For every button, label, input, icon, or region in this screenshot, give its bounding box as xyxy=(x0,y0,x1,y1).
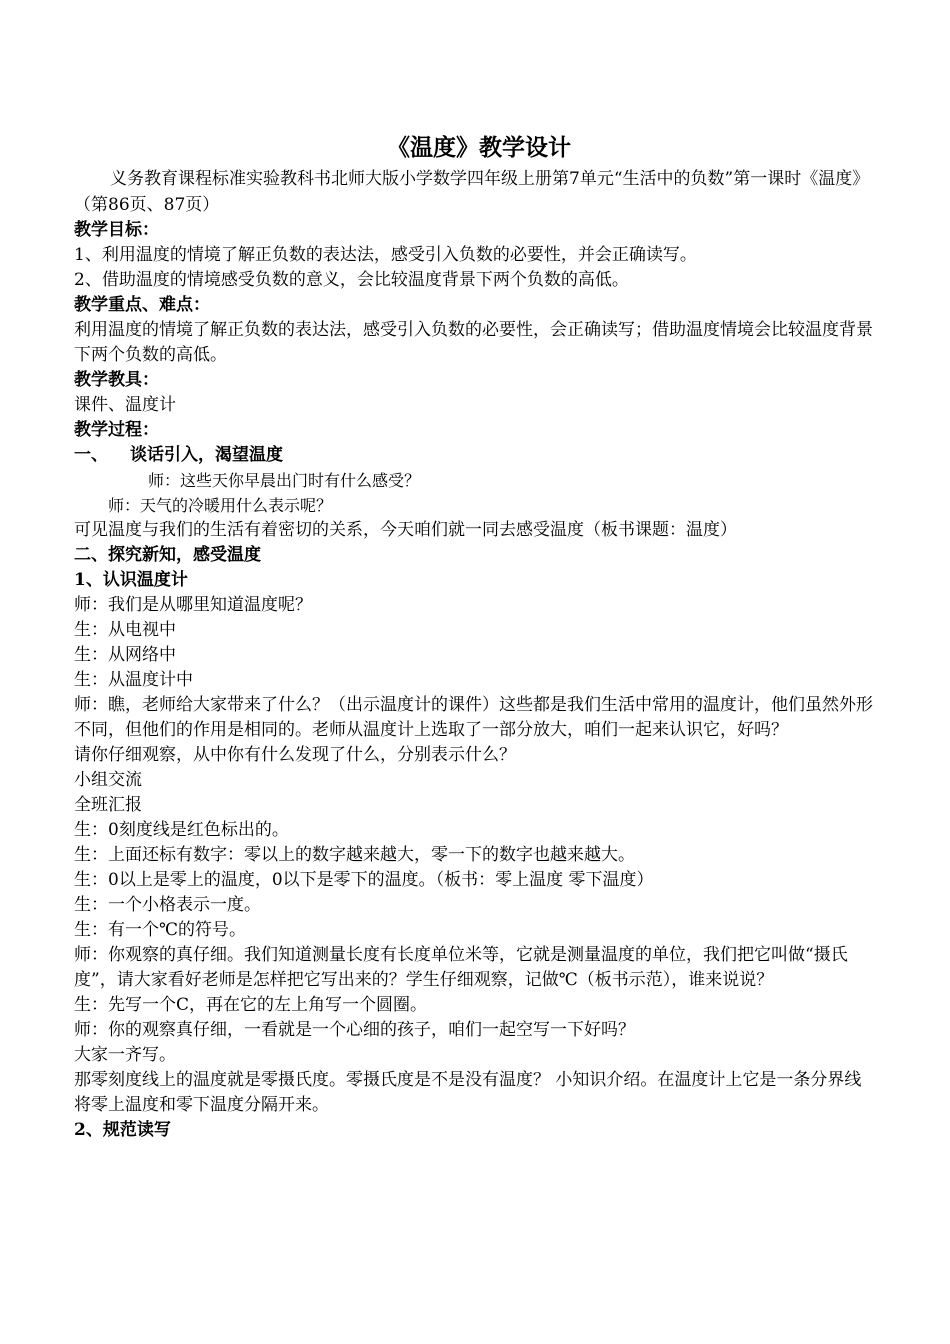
dialogue-line: 师：你的观察真仔细，一看就是一个心细的孩子，咱们一起空写一下好吗？ xyxy=(74,1020,635,1040)
dialogue-line: 生：从温度计中 xyxy=(74,670,193,690)
key-points-heading: 教学重点、难点： xyxy=(74,295,210,315)
dialogue-line: 生：0以上是零上的温度，0以下是零下的温度。（板书：零上温度 零下温度） xyxy=(74,870,654,890)
dialogue-line: 师：你观察的真仔细。我们知道测量长度有长度单位米等，它就是测量温度的单位，我们把它叫做“摄氏度”，请大家看好老师是怎样把它写出来的？学生仔细观察，记做℃（板书示范），谁来说说？ xyxy=(74,945,848,990)
tools-heading: 教学教具： xyxy=(74,370,159,390)
teacher-question: 师：这些天你早晨出门时有什么感受？ xyxy=(148,471,421,490)
dialogue-line: 大家一齐写。 xyxy=(74,1045,176,1065)
dialogue-line: 师：我们是从哪里知道温度呢？ xyxy=(74,595,312,615)
section-2-heading: 二、探究新知，感受温度 xyxy=(74,545,261,565)
section-1-text: 可见温度与我们的生活有着密切的关系，今天咱们就一同去感受温度（板书课题：温度） xyxy=(74,520,737,540)
dialogue-line: 生：有一个℃的符号。 xyxy=(74,920,247,940)
intro-paragraph: 义务教育课程标准实验教科书北师大版小学数学四年级上册第7单元“生活中的负数”第一课时《温度》（第86页、87页） xyxy=(74,169,870,215)
goals-heading: 教学目标： xyxy=(74,220,159,240)
subsection-2-heading: 2、规范读写 xyxy=(74,1120,171,1140)
goal-item: 1、利用温度的情境了解正负数的表达法，感受引入负数的必要性，并会正确读写。 xyxy=(74,245,697,265)
document-page xyxy=(74,130,874,1143)
dialogue-line: 生：从电视中 xyxy=(74,620,176,640)
teacher-question: 师：天气的冷暖用什么表示呢？ xyxy=(108,496,333,515)
process-heading: 教学过程： xyxy=(74,420,159,440)
dialogue-line: 生：0刻度线是红色标出的。 xyxy=(74,820,289,840)
goal-item: 2、借助温度的情境感受负数的意义，会比较温度背景下两个负数的高低。 xyxy=(74,270,629,290)
dialogue-line: 生：上面还标有数字：零以上的数字越来越大，零一下的数字也越来越大。 xyxy=(74,845,635,865)
dialogue-line: 全班汇报 xyxy=(74,795,142,815)
dialogue-line: 师：瞧，老师给大家带来了什么？（出示温度计的课件）这些都是我们生活中常用的温度计，他们虽然外形不同，但他们的作用是相同的。老师从温度计上选取了一部分放大，咱们一起来认识它，好吗？ xyxy=(74,695,873,740)
key-points-text: 利用温度的情境了解正负数的表达法，感受引入负数的必要性，会正确读写；借助温度情境会比较温度背景下两个负数的高低。 xyxy=(74,320,873,365)
dialogue-line: 那零刻度线上的温度就是零摄氏度。零摄氏度是不是没有温度？ 小知识介绍。在温度计上它是一条分界线将零上温度和零下温度分隔开来。 xyxy=(74,1070,862,1115)
dialogue-line: 小组交流 xyxy=(74,770,142,790)
tools-text: 课件、温度计 xyxy=(74,395,176,415)
dialogue-line: 请你仔细观察，从中你有什么发现了什么，分别表示什么？ xyxy=(74,745,516,765)
section-1-title: 谈话引入，渴望温度 xyxy=(130,445,283,465)
dialogue-line: 生：先写一个C，再在它的左上角写一个圆圈。 xyxy=(74,995,428,1015)
section-1-number: 一、 xyxy=(74,445,108,465)
document-title: 《温度》教学设计 xyxy=(387,134,571,161)
section-1-heading xyxy=(74,443,874,468)
dialogue-line: 生：一个小格表示一度。 xyxy=(74,895,261,915)
subsection-1-heading: 1、认识温度计 xyxy=(74,570,188,590)
dialogue-line: 生：从网络中 xyxy=(74,645,176,665)
